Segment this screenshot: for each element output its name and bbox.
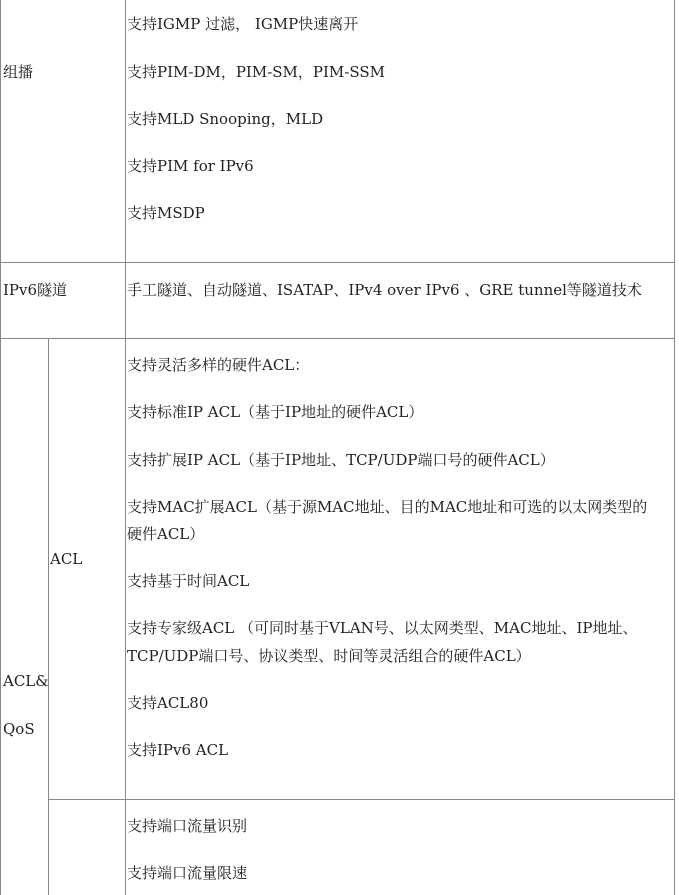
acl-item: TCP/UDP端口号、协议类型、时间等灵活组合的硬件ACL） (127, 647, 531, 665)
acl-qos-label-line1: ACL& (3, 672, 49, 690)
table-border-right (674, 0, 675, 895)
acl-item: 支持ACL80 (127, 694, 209, 712)
row-divider-ipv6 (0, 338, 675, 339)
acl-item: 支持专家级ACL （可同时基于VLAN号、以太网类型、MAC地址、IP地址、 (127, 619, 638, 637)
acl-item: 支持基于时间ACL (127, 572, 250, 590)
multicast-item: 支持MSDP (127, 204, 205, 222)
multicast-label: 组播 (3, 63, 34, 81)
acl-item: 支持标准IP ACL（基于IP地址的硬件ACL） (127, 403, 424, 421)
multicast-item: 支持MLD Snooping，MLD (127, 110, 324, 128)
column-divider-sub (48, 338, 49, 895)
multicast-item: 支持IGMP 过滤， IGMP快速离开 (127, 15, 359, 33)
ipv6-tunnel-label: IPv6隧道 (3, 281, 68, 299)
acl-qos-label-line2: QoS (3, 720, 35, 738)
acl-item: 支持MAC扩展ACL（基于源MAC地址、目的MAC地址和可选的以太网类型的 (127, 498, 648, 516)
row-divider-multicast (0, 262, 675, 263)
acl-item: 支持扩展IP ACL（基于IP地址、TCP/UDP端口号的硬件ACL） (127, 451, 555, 469)
qos-item: 支持端口流量识别 (127, 817, 248, 835)
acl-item: 支持灵活多样的硬件ACL： (127, 356, 310, 374)
row-divider-acl (48, 799, 675, 800)
column-divider-main (125, 0, 126, 895)
multicast-item: 支持PIM-DM，PIM-SM，PIM-SSM (127, 63, 386, 81)
ipv6-tunnel-text: 手工隧道、自动隧道、ISATAP、IPv4 over IPv6 、GRE tunnel等隧道技术 (127, 281, 642, 299)
acl-item: 支持IPv6 ACL (127, 741, 229, 759)
multicast-item: 支持PIM for IPv6 (127, 157, 254, 175)
acl-sub-label: ACL (50, 550, 83, 568)
acl-item: 硬件ACL） (127, 525, 205, 543)
qos-item: 支持端口流量限速 (127, 864, 248, 882)
table-border-left (0, 0, 1, 895)
